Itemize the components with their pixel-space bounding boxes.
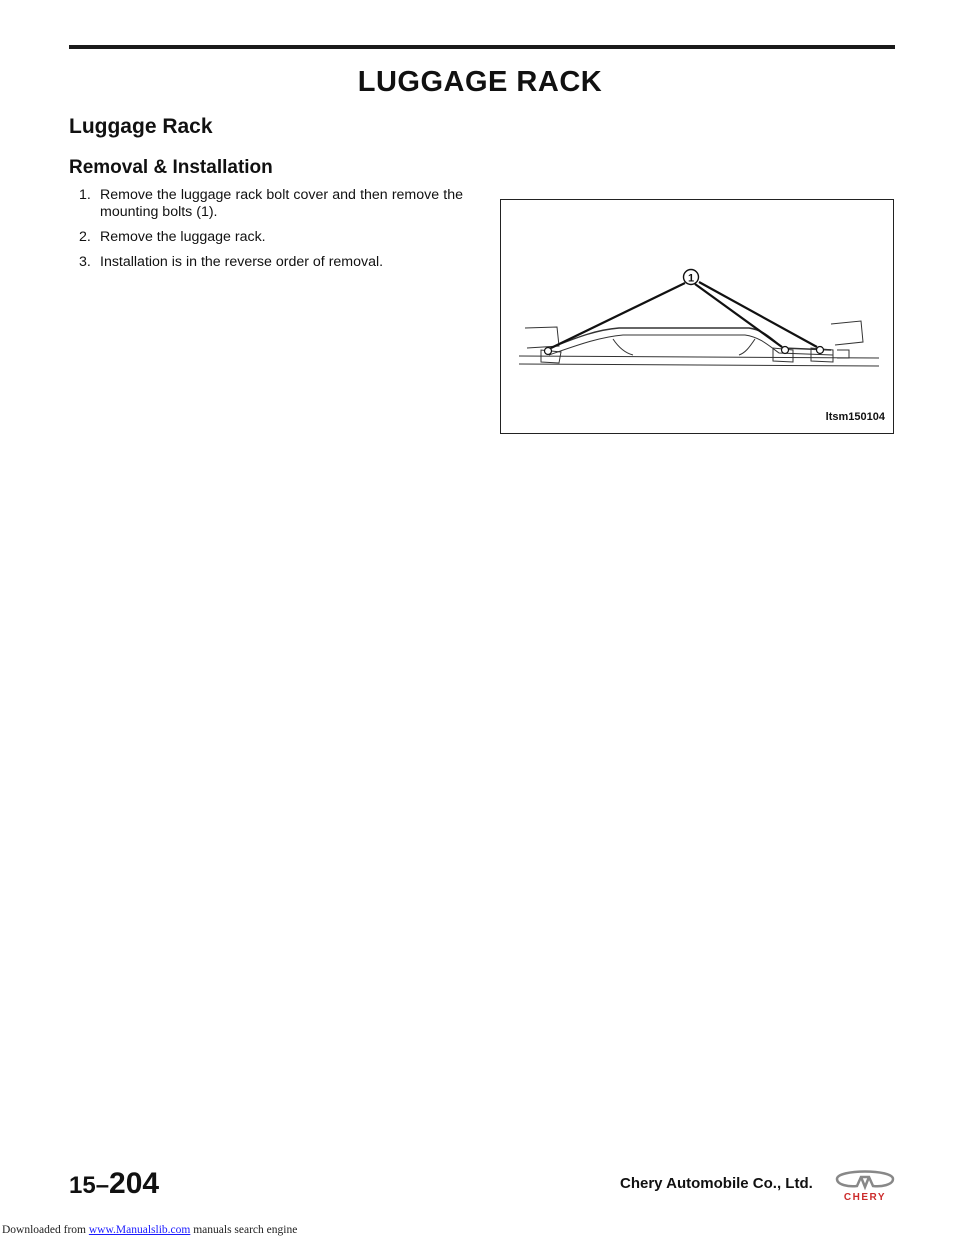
bolt-left: [545, 348, 552, 355]
step-text: Remove the luggage rack bolt cover and then remove the mounting bolts (1).: [100, 187, 463, 220]
subsection-title: Removal & Installation: [69, 157, 273, 178]
step-item: [79, 229, 463, 246]
chapter-number: 15–: [69, 1172, 110, 1199]
company-name: Chery Automobile Co., Ltd.: [620, 1175, 813, 1192]
step-text: Installation is in the reverse order of removal.: [100, 254, 384, 270]
step-number: 3.: [79, 254, 91, 270]
procedure-steps: [79, 187, 463, 279]
step-number: 2.: [79, 229, 91, 245]
luggage-rack-figure: [500, 199, 894, 434]
step-item: [79, 254, 463, 271]
header-rule: [69, 45, 895, 49]
step-item: [79, 187, 463, 221]
section-title: Luggage Rack: [69, 115, 213, 138]
download-prefix: Downloaded from: [2, 1224, 89, 1236]
download-suffix: manuals search engine: [190, 1224, 298, 1236]
step-text: Remove the luggage rack.: [100, 229, 266, 245]
callout-label: 1: [687, 272, 695, 285]
download-notice: [2, 1224, 297, 1236]
luggage-rack-illustration: [501, 200, 895, 435]
page-number-value: 204: [109, 1167, 160, 1200]
chery-logo: [833, 1165, 897, 1203]
step-number: 1.: [79, 187, 91, 203]
bolt-middle: [782, 347, 789, 354]
logo-text: CHERY: [843, 1192, 887, 1203]
bolt-right: [817, 347, 824, 354]
page-title: LUGGAGE RACK: [357, 66, 603, 98]
page-number: [69, 1167, 159, 1201]
figure-id: ltsm150104: [825, 411, 885, 423]
manualslib-link[interactable]: www.Manualslib.com: [88, 1224, 191, 1236]
